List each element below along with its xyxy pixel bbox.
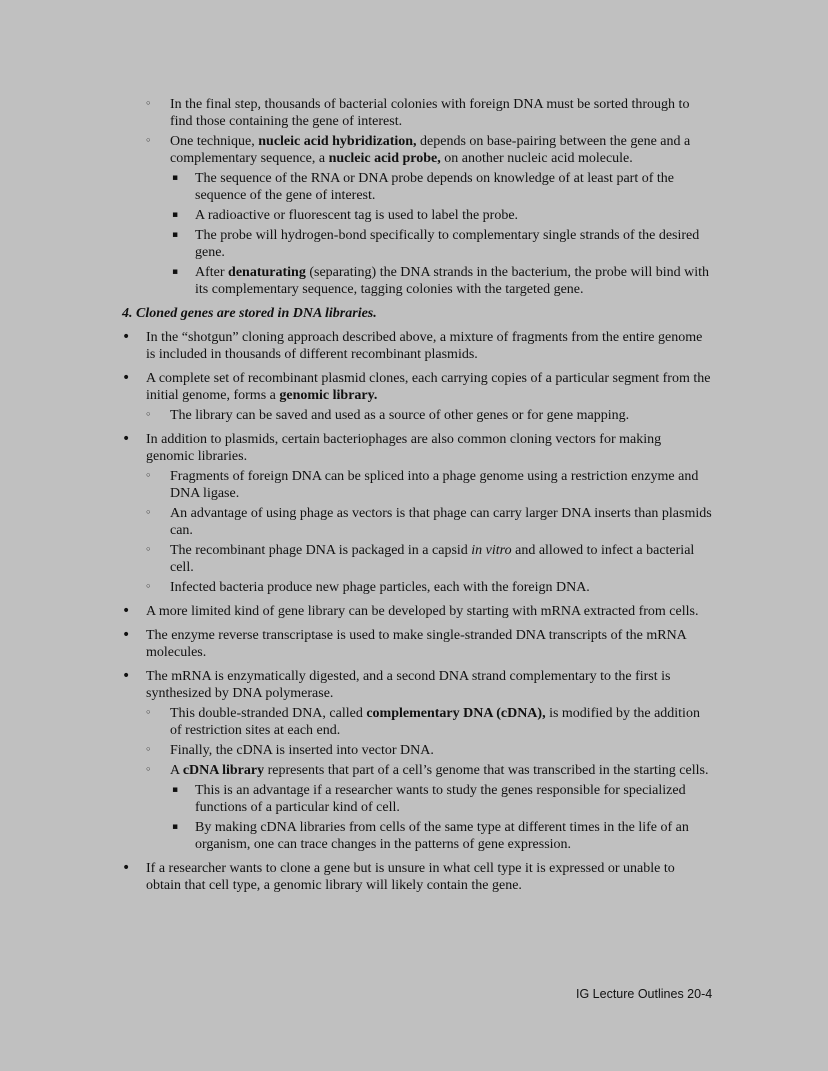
- disc-bullet: •: [122, 431, 131, 447]
- term-nucleic-acid-probe: nucleic acid probe,: [328, 151, 441, 166]
- list-item: • The mRNA is enzymatically digested, and a second DNA strand complementary to the first is synthesized by DNA polymerase.: [122, 668, 671, 701]
- list-item: ▪ After denaturating (separating) the DNA strands in the bacterium, the probe will bind with its complementary sequence, tagging colonies with the targeted gene.: [172, 265, 710, 297]
- list-item: ◦ The library can be saved and used as a source of other genes or for gene mapping.: [145, 408, 630, 423]
- circle-bullet: ◦: [145, 506, 152, 519]
- disc-bullet: •: [122, 860, 131, 876]
- section-heading: 4. Cloned genes are stored in DNA libraries.: [122, 306, 377, 321]
- list-item: • In addition to plasmids, certain bacteriophages are also common cloning vectors for making genomic libraries.: [122, 431, 662, 464]
- term-genomic-library: genomic library.: [279, 388, 378, 403]
- term-nucleic-acid-hybridization: nucleic acid hybridization,: [258, 134, 417, 149]
- square-bullet: ▪: [172, 267, 179, 277]
- disc-bullet: •: [122, 668, 131, 684]
- circle-bullet: ◦: [145, 706, 152, 719]
- square-bullet: ▪: [172, 785, 179, 795]
- list-item: ◦ A cDNA library represents that part of a cell’s genome that was transcribed in the starting cells.: [145, 763, 709, 778]
- disc-bullet: •: [122, 329, 131, 345]
- square-bullet: ▪: [172, 822, 179, 832]
- circle-bullet: ◦: [145, 97, 152, 110]
- list-item: ◦ This double-stranded DNA, called complementary DNA (cDNA), is modified by the addition of restriction sites at each end.: [145, 706, 700, 738]
- list-item: ◦ Fragments of foreign DNA can be spliced into a phage genome using a restriction enzyme and DNA ligase.: [145, 469, 699, 501]
- list-item: ◦ Infected bacteria produce new phage particles, each with the foreign DNA.: [145, 580, 590, 595]
- list-item: ◦ One technique, nucleic acid hybridization, depends on base-pairing between the gene and a complementary sequence, a nucleic acid probe, on another nucleic acid molecule.: [145, 134, 691, 166]
- disc-bullet: •: [122, 627, 131, 643]
- list-item: ◦ The recombinant phage DNA is packaged in a capsid in vitro and allowed to infect a bacterial cell.: [145, 543, 695, 575]
- list-item: ◦ In the final step, thousands of bacterial colonies with foreign DNA must be sorted through to find those containing the gene of interest.: [145, 97, 690, 129]
- term-in-vitro: in vitro: [471, 543, 512, 558]
- page-footer: IG Lecture Outlines 20-4: [576, 987, 713, 1001]
- circle-bullet: ◦: [145, 580, 152, 593]
- list-item: • If a researcher wants to clone a gene but is unsure in what cell type it is expressed or unable to obtain that cell type, a genomic library will likely contain the gene.: [122, 860, 675, 893]
- term-cdna-library: cDNA library: [182, 763, 265, 778]
- list-item: • In the “shotgun” cloning approach described above, a mixture of fragments from the entire genome is included in thousands of different recombinant plasmids.: [122, 329, 703, 362]
- list-item: ▪ A radioactive or fluorescent tag is used to label the probe.: [172, 208, 519, 223]
- list-item: • The enzyme reverse transcriptase is used to make single-stranded DNA transcripts of the mRNA molecules.: [122, 627, 687, 660]
- circle-bullet: ◦: [145, 743, 152, 756]
- disc-bullet: •: [122, 370, 131, 386]
- disc-bullet: •: [122, 603, 131, 619]
- list-item: ▪ By making cDNA libraries from cells of the same type at different times in the life of an organism, one can trace changes in the patterns of gene expression.: [172, 820, 689, 852]
- list-item: ▪ The probe will hydrogen-bond specifically to complementary single strands of the desired gene.: [172, 228, 700, 260]
- circle-bullet: ◦: [145, 469, 152, 482]
- circle-bullet: ◦: [145, 763, 152, 776]
- square-bullet: ▪: [172, 210, 179, 220]
- circle-bullet: ◦: [145, 408, 152, 421]
- square-bullet: ▪: [172, 173, 179, 183]
- outline-content: [0, 96, 828, 894]
- list-item: ▪ The sequence of the RNA or DNA probe depends on knowledge of at least part of the sequence of the gene of interest.: [172, 171, 674, 203]
- list-item: • A complete set of recombinant plasmid clones, each carrying copies of a particular segment from the initial genome, forms a genomic library.: [122, 370, 711, 403]
- list-item: • A more limited kind of gene library can be developed by starting with mRNA extracted from cells.: [122, 603, 699, 619]
- square-bullet: ▪: [172, 230, 179, 240]
- circle-bullet: ◦: [145, 134, 152, 147]
- list-item: ▪ This is an advantage if a researcher wants to study the genes responsible for specialized functions of a particular kind of cell.: [172, 783, 686, 815]
- list-item: ◦ An advantage of using phage as vectors is that phage can carry larger DNA inserts than plasmids can.: [145, 506, 712, 538]
- term-denaturating: denaturating: [228, 265, 306, 280]
- list-item: ◦ Finally, the cDNA is inserted into vector DNA.: [145, 743, 434, 758]
- circle-bullet: ◦: [145, 543, 152, 556]
- term-complementary-dna: complementary DNA (cDNA),: [366, 706, 546, 721]
